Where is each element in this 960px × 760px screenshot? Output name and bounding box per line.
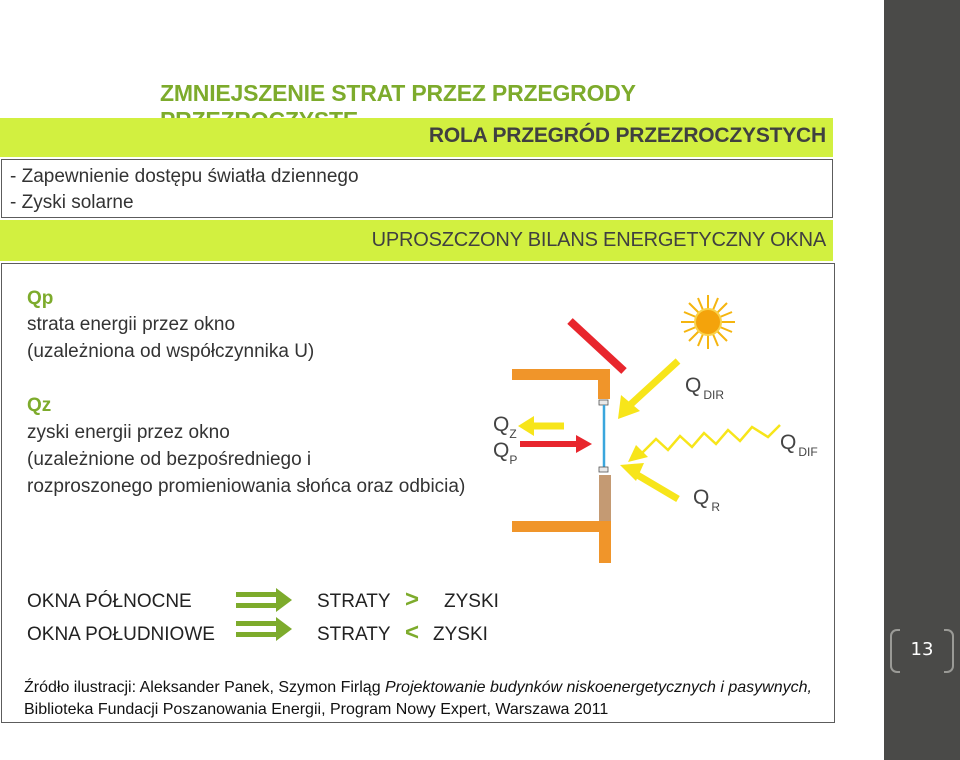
source-line2: Biblioteka Fundacji Poszanowania Energii, Program Nowy Expert, Warszawa 2011 — [24, 701, 609, 718]
qr-diagram-label: Q $_R$ — [693, 486, 721, 514]
window-south: OKNA POŁUDNIOWE — [27, 624, 215, 645]
qz-desc-line: (uzależnione od bezpośredniego i — [27, 449, 312, 470]
qp-diagram-label: $Q_P$ — [493, 439, 518, 467]
south-losses: STRATY — [317, 624, 391, 645]
floor-wall — [512, 521, 610, 532]
page-title: ZMNIEJSZENIE STRAT PRZEZ PRZEGRODY — [160, 80, 636, 106]
source-italic: Projektowanie budynków niskoenergetycznych i pasywnych, — [385, 679, 812, 696]
north-operator: > — [405, 586, 420, 613]
energy-balance-diagram — [478, 277, 830, 587]
source-line1 — [24, 677, 824, 699]
shading-device — [570, 321, 624, 371]
north-losses: STRATY — [317, 591, 391, 612]
window-frame-top — [599, 400, 608, 405]
lintel-wall — [512, 369, 610, 380]
lintel-return — [598, 369, 610, 399]
section-header-role — [0, 118, 833, 157]
list-item: - Zyski solarne — [10, 192, 134, 213]
double-arrow-icon — [236, 617, 292, 643]
direct-radiation-arrow — [630, 361, 678, 405]
sill-block — [599, 475, 611, 521]
sun-icon — [681, 295, 735, 349]
bracket-right-icon — [944, 629, 954, 673]
qp-desc-line: strata energii przez okno — [27, 314, 236, 335]
south-operator: < — [405, 619, 420, 646]
qz-desc-line: zyski energii przez okno — [27, 422, 230, 443]
page-number — [888, 627, 956, 673]
section-title-balance: UPROSZCZONY BILANS ENERGETYCZNY OKNA — [371, 229, 826, 251]
reflected-radiation-arrow — [634, 473, 678, 499]
south-gains: ZYSKI — [433, 624, 488, 645]
qz-desc-line: rozproszonego promieniowania słońca oraz odbicia) — [27, 476, 466, 497]
north-gains: ZYSKI — [444, 591, 499, 612]
diffuse-arrow-head — [628, 445, 648, 462]
double-arrow-icon — [236, 588, 292, 614]
qdir-diagram-label: Q $_{DIR}$ — [685, 374, 725, 402]
qdif-diagram-label: Q $_{DIF}$ — [780, 431, 818, 459]
bracket-left-icon — [890, 629, 900, 673]
diffuse-radiation-zigzag — [642, 425, 780, 453]
list-item: - Zapewnienie dostępu światła dziennego — [10, 166, 359, 187]
qz-arrow-head — [518, 416, 534, 436]
window-north: OKNA PÓŁNOCNE — [27, 591, 192, 612]
qp-label: Qp — [27, 288, 54, 309]
qp-desc-line: (uzależniona od współczynnika U) — [27, 341, 315, 362]
source-citation — [24, 677, 824, 721]
role-box — [1, 159, 833, 218]
wall-below — [599, 521, 611, 563]
window-frame-bottom — [599, 467, 608, 472]
source-prefix: Źródło ilustracji: Aleksander Panek, Szymon Firląg — [24, 679, 386, 696]
qz-label: Qz — [27, 395, 52, 416]
section-title-role: ROLA PRZEGRÓD PRZEZROCZYSTYCH — [428, 124, 826, 147]
qp-arrow-head — [576, 435, 592, 453]
section-header-balance — [0, 220, 833, 261]
qz-diagram-label: $Q_Z$ — [493, 413, 517, 441]
page-number-text: 13 — [910, 639, 934, 660]
